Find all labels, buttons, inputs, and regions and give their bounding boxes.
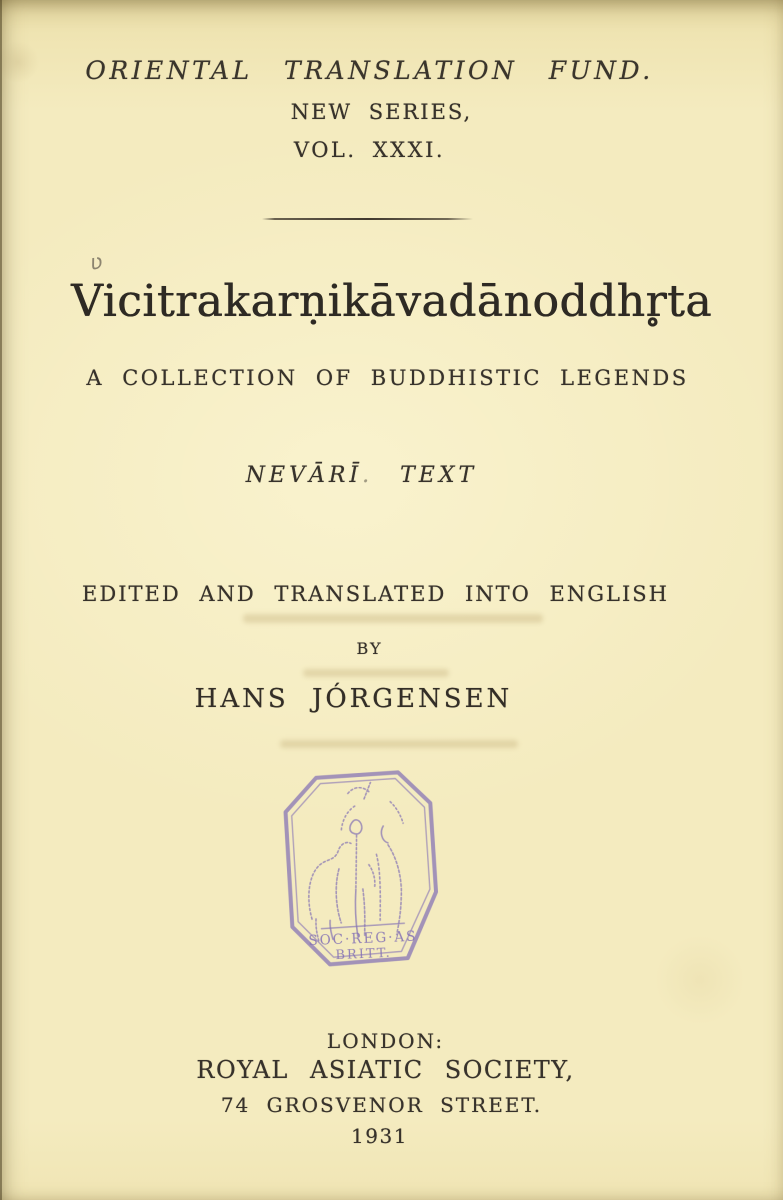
- series-volume-line: VOL. XXXI.: [293, 138, 446, 162]
- language-line: [0, 463, 753, 488]
- ghost-showthrough: [303, 669, 449, 677]
- imprint-year: 1931: [351, 1124, 408, 1148]
- stamp-octagon-icon: [277, 766, 445, 973]
- imprint-publisher: ROYAL ASIATIC SOCIETY,: [196, 1056, 575, 1084]
- series-new-series-line: NEW SERIES,: [290, 100, 473, 124]
- language-text-word: TEXT: [400, 463, 478, 488]
- imprint-city: LONDON:: [326, 1029, 445, 1053]
- library-stamp: [277, 766, 445, 973]
- stamp-text-line1: SOC·REG·AS: [308, 928, 418, 950]
- pencil-checkmark: ʋ: [88, 249, 105, 275]
- divider-rule: [262, 218, 473, 220]
- language-faint-period: .: [362, 463, 374, 488]
- language-word: NEVĀRĪ: [245, 463, 363, 488]
- stamp-text-line2: BRITT.: [335, 945, 393, 964]
- ghost-showthrough: [243, 614, 543, 623]
- edited-line: EDITED AND TRANSLATED INTO ENGLISH: [82, 582, 669, 606]
- stamp-figures-icon: [304, 781, 408, 942]
- author-name: HANS JÓRGENSEN: [194, 684, 513, 714]
- book-title: Vicitrakarṇikāvadānoddhr̥ta: [71, 276, 712, 327]
- ghost-showthrough: [280, 740, 518, 748]
- book-subtitle: A COLLECTION OF BUDDHISTIC LEGENDS: [86, 366, 689, 390]
- imprint-address: 74 GROSVENOR STREET.: [220, 1093, 543, 1117]
- series-fund-line: ORIENTAL TRANSLATION FUND.: [85, 56, 654, 85]
- by-label: BY: [356, 639, 383, 658]
